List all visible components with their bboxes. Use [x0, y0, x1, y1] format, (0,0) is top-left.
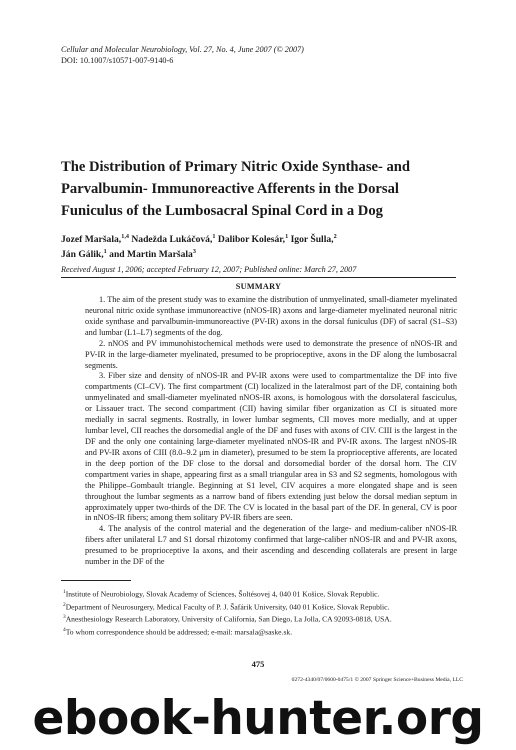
author-name: Igor Šulla, — [290, 234, 334, 245]
author-name: and Martin Maršala — [109, 248, 193, 260]
author-name: Jozef Maršala, — [61, 234, 122, 245]
author-affiliation: 1,4 — [121, 232, 129, 240]
article-title: The Distribution of Primary Nitric Oxide Synthase- and Parvalbumin- Immunoreactive Afferents in the Dorsal Funiculus of the Lumbosacral Spinal Cord in a Dog — [61, 159, 411, 219]
footnote — [61, 612, 459, 625]
footnote — [61, 600, 459, 613]
summary-paragraph: 1. The aim of the present study was to examine the distribution of unmyelinated, small-diameter myelinated neuronal nitric oxide synthase immunoreactive (nNOS-IR) axons and large-diameter myelinated neuronal nitric oxide synthase and parvalbumin-immunoreactive (PV-IR) axons in the dorsal funiculus (DF) of sacral (S1–S3) and lumbar (L1–L7) segments of the dog. — [85, 295, 457, 337]
watermark: ebook-hunter.org — [32, 691, 484, 746]
summary-paragraph: 3. Fiber size and density of nNOS-IR and PV-IR axons were used to compartmentalize the DF into five compartments (CI–CV). The first compartment (CI) localized in the lateralmost part of the DF, containing both unmyelinated and small-diameter myelinated nNOS-IR axons, is homologous with the dorsolateral fasciculus, or Lissauer tract. The second compartment (CII) having similar fiber organization as CI is situated more medially in sacral segments. Rostrally, in lower lumbar segments, CII moves more medially, and at upper lumbar level, CII reaches the dorsomedial angle of the DF and fuses with axons of CIV. CIII is the largest in the DF and the only one containing large-diameter myelinated nNOS-IR and PV-IR axons. The largest nNOS-IR and PV-IR axons of CIII (8.0–9.2 μm in diameter), presumed to be stem Ia proprioceptive afferents, are located in the deep portion of the DF close to the dorsal and dorsomedial border of the dorsal horn. The CIV compartment varies in shape, appearing first as a small triangular area in S3 and S2 segments, homologous with the Philippe–Gombault triangle. Beginning at S1 level, CIV acquires a more elongated shape and is seen throughout the lumbar segments as a narrow band of fibers extending just below the dorsal median septum in approximately upper two-thirds of the DF. The CV is located in the basal part of the DF. In general, CV is poor in nNOS-IR fibers; among them solitary PV-IR fibers are seen. — [85, 371, 457, 523]
footnote-text: Anesthesiology Research Laboratory, University of California, San Diego, La Jolla, CA 92093-0818, USA. — [65, 614, 392, 624]
author-affiliation: 1 — [103, 247, 107, 255]
footnote-text: Institute of Neurobiology, Slovak Academy of Sciences, Šoltésovej 4, 040 01 Košice, Slovak Republic. — [65, 589, 380, 599]
footnote-number: 4 — [63, 626, 66, 633]
author-name: Ján Gálik, — [61, 248, 104, 260]
summary-divider — [61, 277, 456, 278]
author-affiliation: 3 — [192, 247, 196, 255]
footnote-text: To whom correspondence should be addressed; e-mail: marsala@saske.sk. — [65, 627, 293, 637]
author-affiliation: 2 — [333, 232, 337, 240]
summary-paragraph: 4. The analysis of the control material and the degeneration of the large- and medium-caliber nNOS-IR fibers after unilateral L7 and S1 dorsal rhizotomy confirmed that large-caliber nNOS-IR and and PV-IR axons, presumed to be proprioceptive Ia axons, and their ascending and descending collaterals are present in large number in the DF of the — [85, 524, 457, 567]
author-list — [61, 233, 461, 262]
author-name: Nadežda Lukáčová, — [131, 234, 213, 245]
author-name: Dalibor Kolesár, — [217, 234, 286, 245]
author-affiliation: 1 — [285, 232, 289, 240]
author-affiliation: 1 — [212, 232, 216, 240]
footnote-text: Department of Neurosurgery, Medical Faculty of P. J. Šafárik University, 040 01 Košice, Slovak Republic. — [65, 602, 390, 612]
footnote-number: 3 — [63, 614, 66, 621]
footnote-number: 2 — [63, 601, 66, 608]
footnotes — [61, 587, 459, 638]
footnote — [61, 625, 459, 638]
summary-paragraph: 2. nNOS and PV immunohistochemical methods were used to demonstrate the presence of nNOS-IR and PV-IR in the large-diameter myelinated, presumed to be proprioceptive, axons in the DF along the lumbosacral segments. — [85, 338, 457, 370]
received-dates: Received August 1, 2006; accepted February 12, 2007; Published online: March 27, 2007 — [61, 265, 357, 274]
journal-citation: Cellular and Molecular Neurobiology, Vol. 27, No. 4, June 2007 (© 2007) — [61, 45, 304, 54]
copyright-line: 0272-4340/07/0600-0475/1 © 2007 Springer Science+Business Media, LLC — [291, 677, 463, 683]
footnote-divider — [61, 580, 131, 581]
summary-body — [85, 295, 457, 568]
footnote-number: 1 — [63, 589, 66, 595]
footnote — [61, 587, 459, 600]
page-number: 475 — [251, 659, 265, 669]
summary-heading: SUMMARY — [235, 282, 282, 291]
doi-line: DOI: 10.1007/s10571-007-9140-6 — [61, 56, 174, 65]
